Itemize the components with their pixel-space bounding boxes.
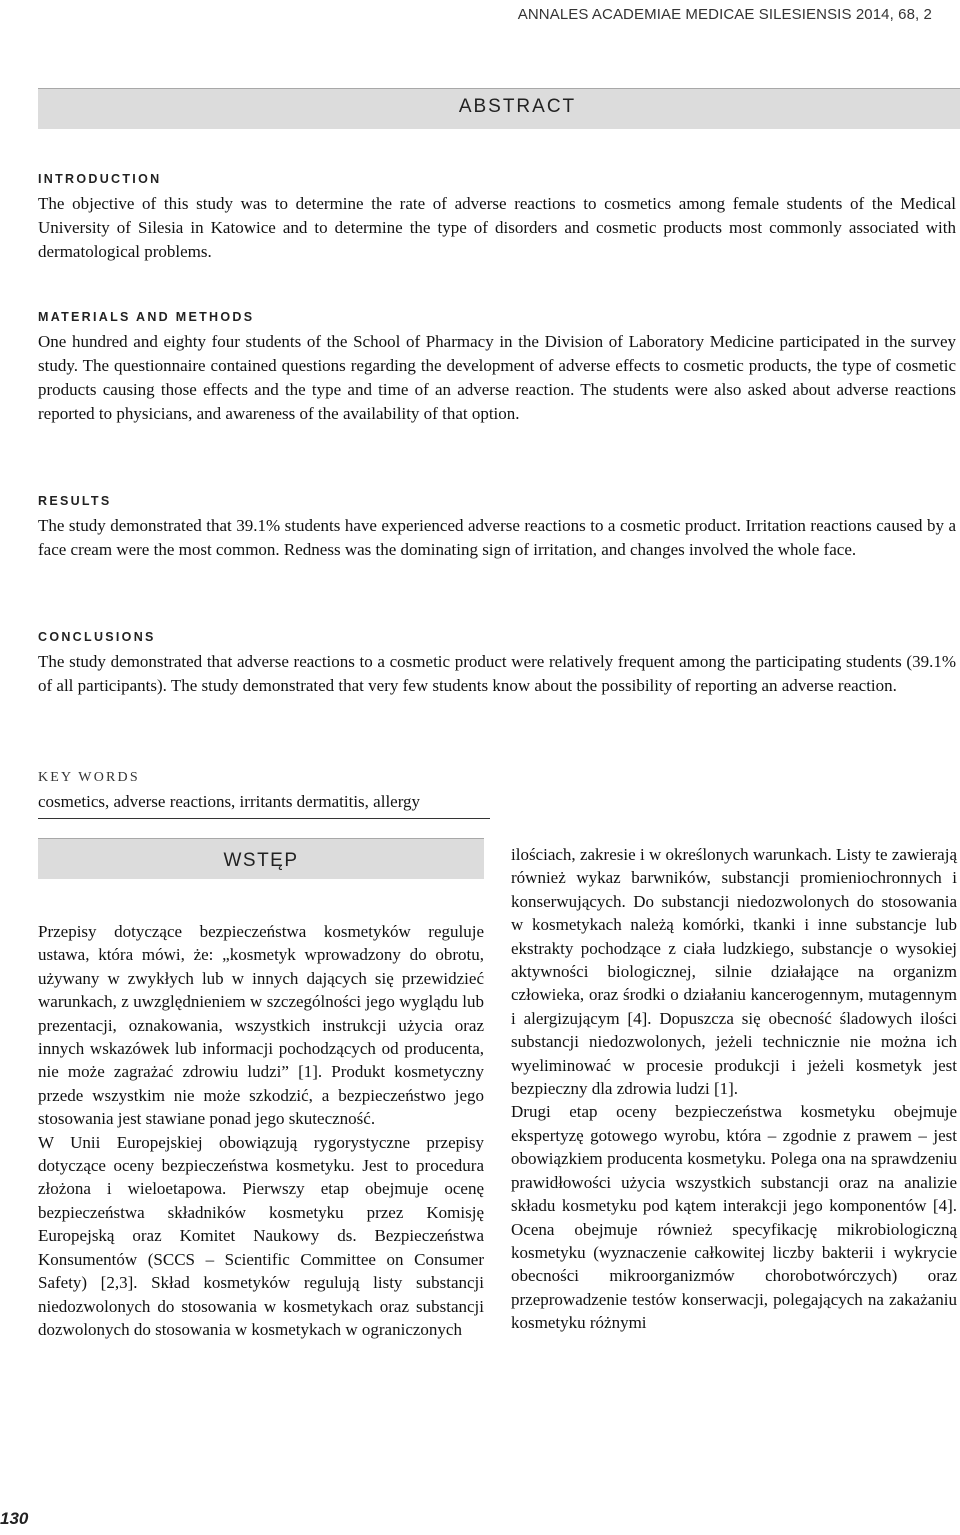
section-materials-and-methods: [38, 310, 956, 426]
section-body: One hundred and eighty four students of the School of Pharmacy in the Division of Laboratory Medicine participated in the survey study. The questionnaire contained questions regarding the development of adverse effects to cosmetic products, the type of cosmetic products causing those effects and the type and time of an adverse reaction. The students were also asked about adverse reactions reported to physicians, and awareness of the availability of that option.: [38, 332, 956, 423]
section-results: [38, 494, 956, 562]
abstract-title: ABSTRACT: [458, 96, 577, 117]
section-introduction: [38, 172, 956, 264]
page-number: 130: [0, 1509, 29, 1528]
keywords-block: [38, 770, 956, 819]
section-body: The objective of this study was to determine the rate of adverse reactions to cosmetics among female students of the Medical University of Silesia in Katowice and to determine the type of disorders and cosmetic products most commonly associated with dermatological problems.: [38, 194, 956, 261]
section-heading: RESULTS: [38, 494, 112, 508]
intro-paragraph: Przepisy dotyczące bezpieczeństwa kosmetyków reguluje ustawa, która mówi, że: „kosmetyk wprowadzony do obrotu, używany w zwykłych lub w innych dających się przewidzieć warunkach, z uwzględnieniem w szczególności jego wyglądu lub prezentacji, oznakowania, wszystkich instrukcji użycia oraz innych wskazówek lub informacji pochodzących od producenta, nie może zagrażać zdrowiu ludzi” [1]. Produkt kosmetyczny przede wszystkim nie może szkodzić, a bezpieczeństwo jego stosowania jest stawiane ponad jego skuteczność.: [38, 922, 484, 1129]
section-heading: INTRODUCTION: [38, 172, 162, 186]
section-heading: MATERIALS AND METHODS: [38, 310, 255, 324]
intro-right-column: [511, 843, 957, 1335]
section-conclusions: [38, 630, 956, 698]
intro-paragraph: Drugi etap oceny bezpieczeństwa kosmetyku obejmuje ekspertyzę gotowego wyrobu, która – zgodnie z prawem – jest obowiązkiem producenta kosmetyku. Polega ona na sprawdzeniu prawidłowości użycia wszystkich substancji oraz na analizie składu kosmetyku pod kątem interakcji jego komponentów [4]. Ocena obejmuje również specyfikację mikrobiologiczną kosmetyku (wyznaczenie całkowitej liczby bakterii i wykrycie obecności mikroorganizmów chorobotwórczych) oraz przeprowadzenie testów konserwacji, polegających na zakażaniu kosmetyku różnymi: [511, 1102, 957, 1333]
intro-paragraph: W Unii Europejskiej obowiązują rygorystyczne przepisy dotyczące oceny bezpieczeństwa kosmetyku. Jest to procedura złożona i wieloetapowa. Pierwszy etap obejmuje ocenę bezpieczeństwa składników kosmetyku przez Komisję Europejską oraz Komitet Naukowy ds. Bezpieczeństwa Konsumentów (SCCS – Scientific Committee on Consumer Safety) [2,3]. Skład kosmetyków regulują listy substancji niedozwolonych do stosowania w kosmetykach oraz substancji dozwolonych do stosowania w kosmetykach w ograniczonych: [38, 1132, 484, 1339]
intro-paragraph: ilościach, zakresie i w określonych warunkach. Listy te zawierają również wykaz barwników, substancji promieniochronnych i konserwujących. Do substancji niedozwolonych do stosowania w kosmetykach należą komórki, tkanki i inne substancje lub ekstrakty pochodzące z ciała ludzkiego, substancje o wysokiej aktywności biologicznej, silnie działające na organizm człowieka, oraz środki o działaniu kancerogennym, mutagennym i alergizującym [4]. Dopuszcza się obecność śladowych ilości substancji niedozwolonych, jeżeli technicznie nie można ich wyeliminować w procesie produkcji i jeżeli kosmetyk jest bezpieczny dla zdrowia ludzi [1].: [511, 845, 957, 1099]
section-heading: CONCLUSIONS: [38, 630, 156, 644]
keywords-text: cosmetics, adverse reactions, irritants dermatitis, allergy: [38, 790, 490, 819]
journal-header: ANNALES ACADEMIAE MEDICAE SILESIENSIS 2014, 68, 2: [517, 6, 932, 23]
keywords-heading: KEY WORDS: [38, 770, 140, 785]
intro-title: WSTĘP: [223, 850, 299, 871]
section-body: The study demonstrated that adverse reactions to a cosmetic product were relatively frequent among the participating students (39.1% of all participants). The study demonstrated that very few students know about the possibility of reporting an adverse reaction.: [38, 652, 956, 695]
intro-left-column: [38, 920, 484, 1341]
section-body: The study demonstrated that 39.1% students have experienced adverse reactions to a cosmetic product. Irritation reactions caused by a face cream were the most common. Redness was the dominating sign of irritation, and changes involved the whole face.: [38, 516, 956, 559]
